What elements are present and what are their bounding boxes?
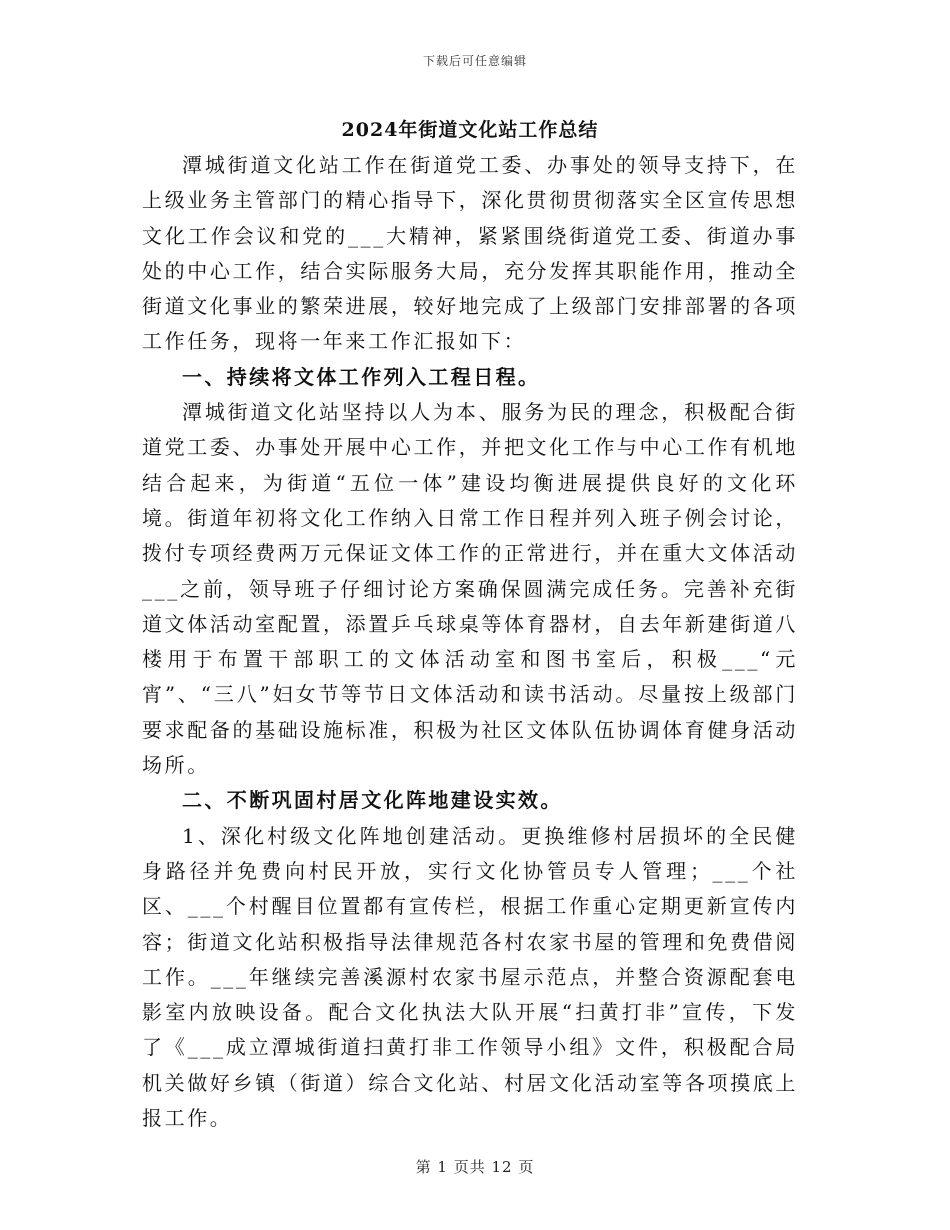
section-heading-2: 二、不断巩固村居文化阵地建设实效。 [182,788,563,813]
section-1-paragraph: 潭城街道文化站坚持以人为本、服务为民的理念，积极配合街道党工委、办事处开展中心工作，并把文化工作与中心工作有机地结合起来，为街道“五位一体”建设均衡进展提供良好的文化环境。街道年初将文化工作纳入日常工作日程并列入班子例会讨论，拨付专项经费两万元保证文体工作的正常进行，并在重大文体活动___之前，领导班子仔细讨论方案确保圆满完成任务。完善补充街道文体活动室配置，添置乒乓球桌等体育器材，自去年新建街道八楼用于布置干部职工的文体活动室和图书室后，积极___“元宵”、“三八”妇女节等节日文体活动和读书活动。尽量按上级部门要求配备的基础设施标准，积极为社区文体队伍协调体育健身活动场所。 [142,400,798,778]
section-2-item-1-paragraph: 1、深化村级文化阵地创建活动。更换维修村居损坏的全民健身路径并免费向村民开放，实行文化协管员专人管理；___个社区、___个村醒目位置都有宣传栏，根据工作重心定期更新宣传内容；街道文化站积极指导法律规范各村农家书屋的管理和免费借阅工作。___年继续完善溪源村农家书屋示范点，并整合资源配套电影室内放映设备。配合文化执法大队开展“扫黄打非”宣传，下发了《___成立潭城街道扫黄打非工作领导小组》文件，积极配合局机关做好乡镇（街道）综合文化站、村居文化活动室等各项摸底上报工作。 [142,823,798,1131]
section-heading-1: 一、持续将文体工作列入工程日程。 [182,364,541,389]
document-title: 2024年街道文化站工作总结 [341,119,599,141]
intro-paragraph: 潭城街道文化站工作在街道党工委、办事处的领导支持下，在上级业务主管部门的精心指导下，深化贯彻贯彻落实全区宣传思想文化工作会议和党的___大精神，紧紧围绕街道党工委、街道办事处的中心工作，结合实际服务大局，充分发挥其职能作用，推动全街道文化事业的繁荣进展，较好地完成了上级部门安排部署的各项工作任务，现将一年来工作汇报如下： [142,153,798,354]
page-header: 下载后可任意编辑 [422,54,527,68]
document-body [142,112,798,1136]
page-number-footer: 第 1 页共 12 页 [415,1158,535,1176]
